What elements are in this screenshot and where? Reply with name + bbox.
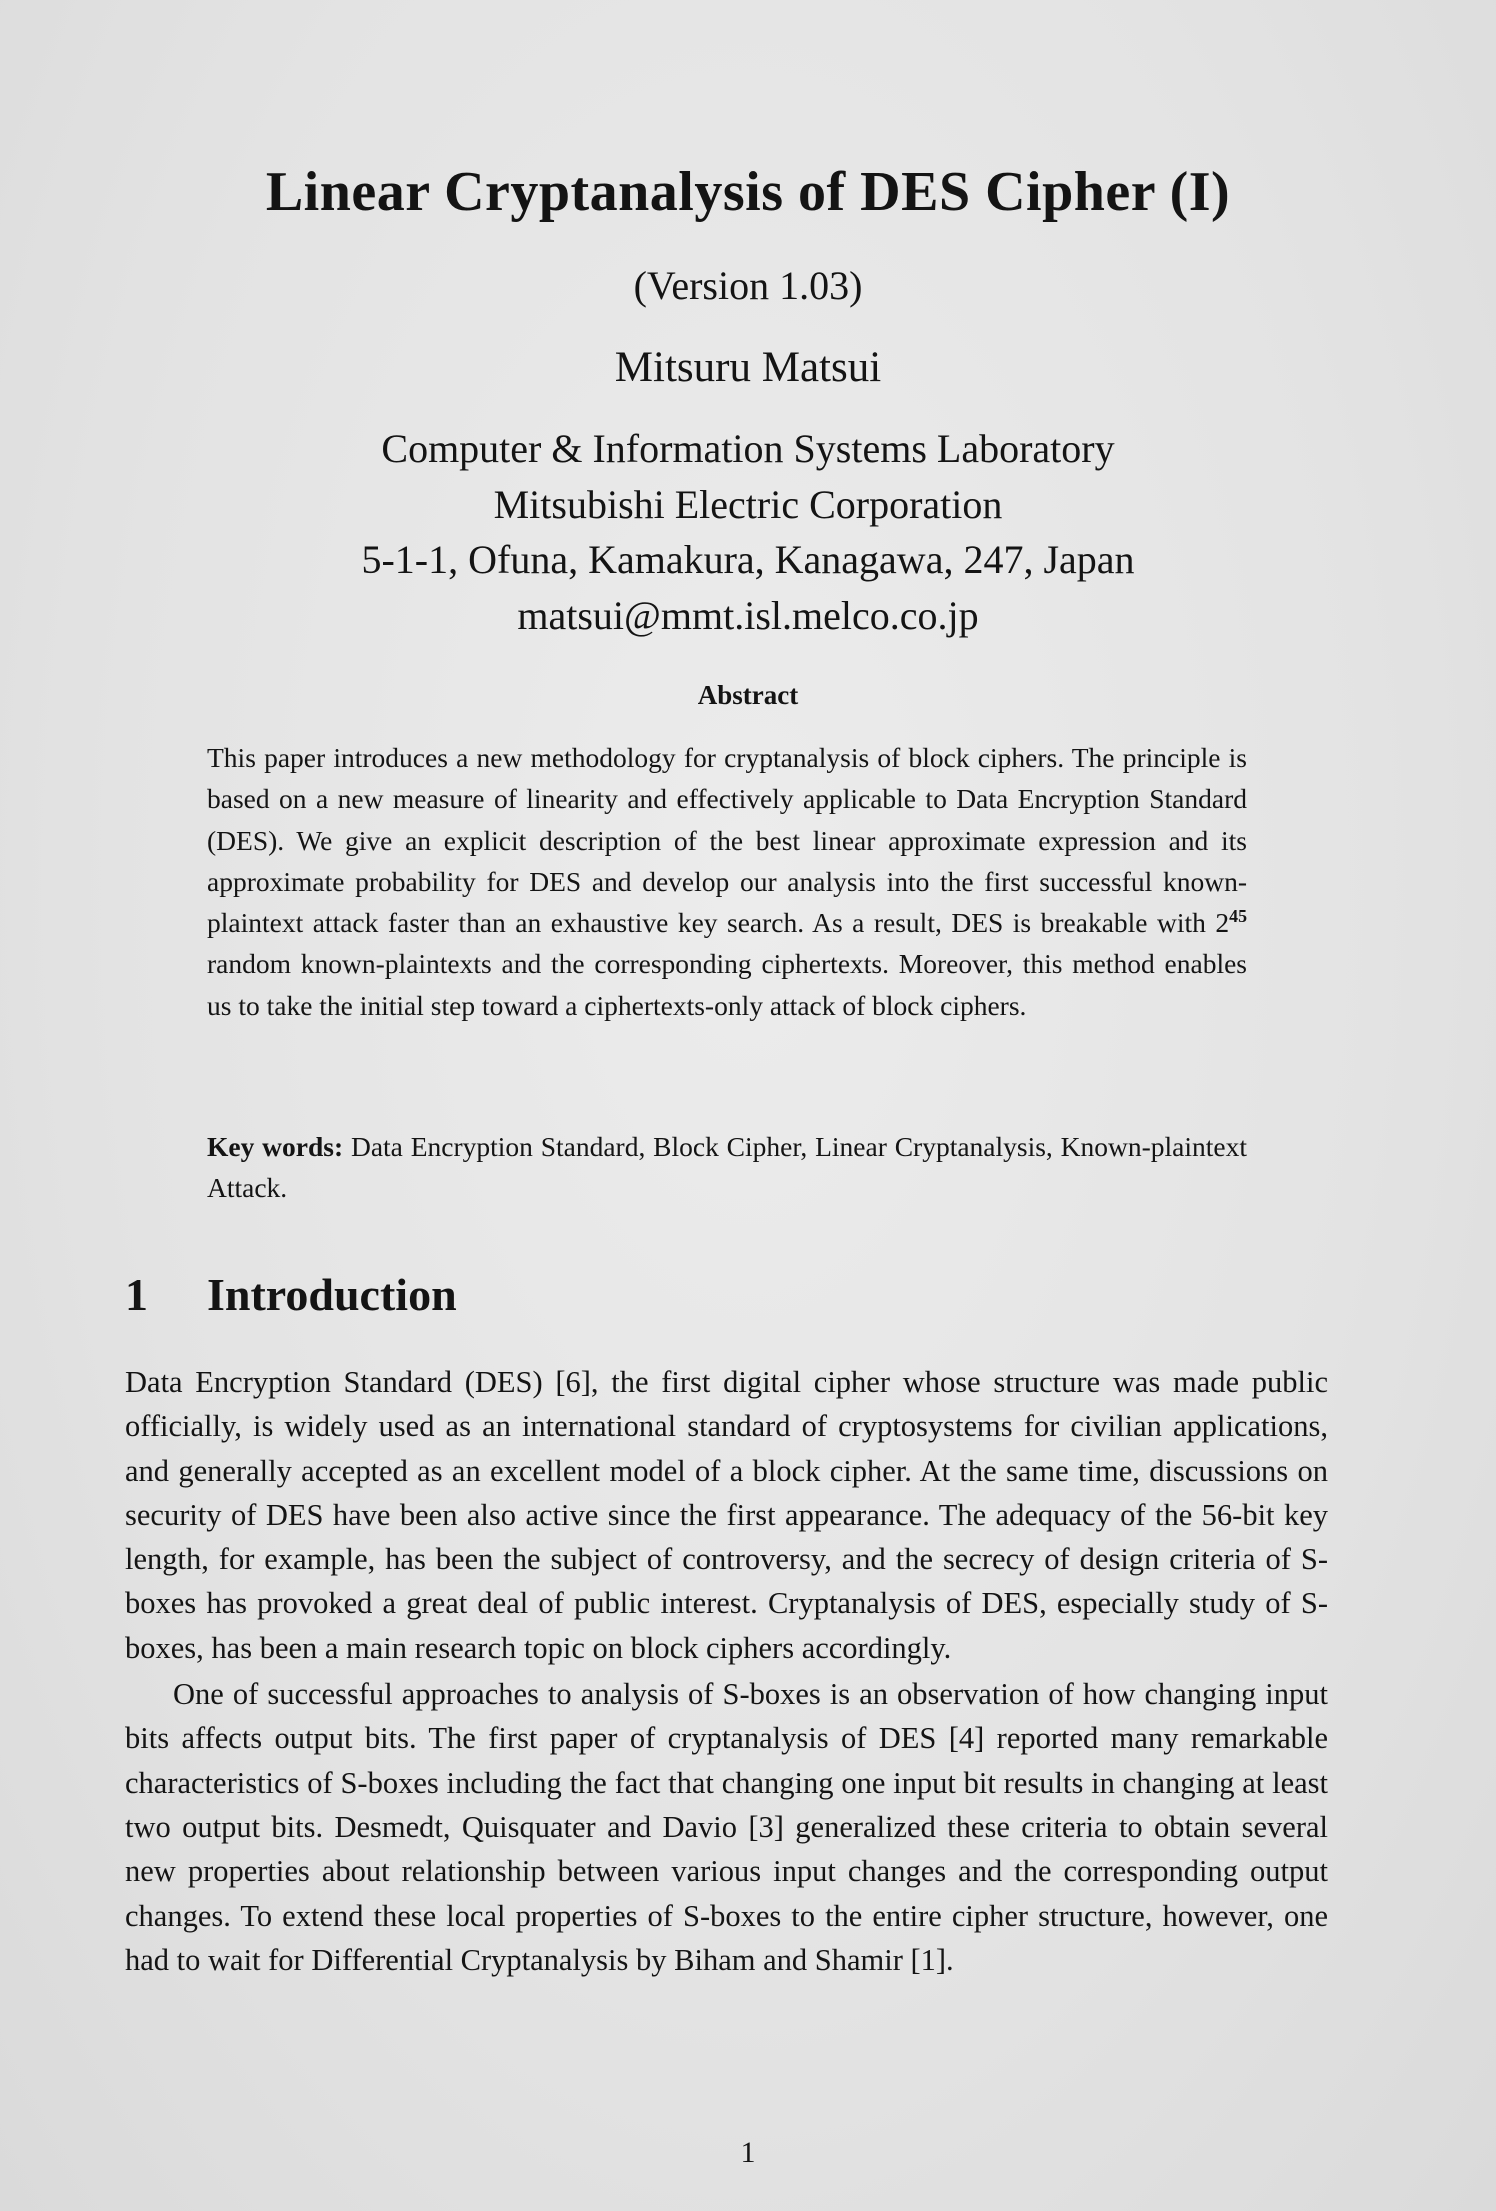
abstract-text-part1: This paper introduces a new methodology for cryptanalysis of block ciphers. The principle is based on a new measure of linearity and effectively applicable to Data Encryption Standard (DES). We give an explicit description of the best linear approximate expression and its approximate probability for DES and develop our analysis into the first successful known-plaintext attack faster than an exhaustive key search. As a result, DES is breakable with 2 bbox=[207, 742, 1247, 939]
affiliation-address: 5-1-1, Ofuna, Kamakura, Kanagawa, 247, Japan bbox=[361, 537, 1135, 582]
page-number: 1 bbox=[740, 2136, 756, 2169]
paper-title: Linear Cryptanalysis of DES Cipher (I) bbox=[265, 161, 1231, 223]
affiliation-lab: Computer & Information Systems Laboratory bbox=[381, 426, 1115, 471]
author-name: Mitsuru Matsui bbox=[614, 344, 882, 391]
abstract-text bbox=[207, 737, 1247, 1026]
abstract-heading: Abstract bbox=[697, 680, 799, 710]
author-email: matsui@mmt.isl.melco.co.jp bbox=[517, 593, 979, 638]
keywords-list: Data Encryption Standard, Block Cipher, Linear Cryptanalysis, Known-plaintext Attack. bbox=[207, 1131, 1247, 1204]
section-heading-introduction bbox=[125, 1268, 457, 1321]
paper-version: (Version 1.03) bbox=[633, 263, 863, 308]
section-number: 1 bbox=[125, 1269, 148, 1320]
affiliation-company: Mitsubishi Electric Corporation bbox=[493, 482, 1003, 527]
paragraph: One of successful approaches to analysis of S-boxes is an observation of how changing input bits affects output bits. The first paper of cryptanalysis of DES [4] reported many remarkable characteristics of S-boxes including the fact that changing one input bit results in changing at least two output bits. Desmedt, Quisquater and Davio [3] generalized these criteria to obtain several new properties about relationship between various input changes and the corresponding output changes. To extend these local properties of S-boxes to the entire cipher structure, however, one had to wait for Differential Cryptanalysis by Biham and Shamir [1]. bbox=[125, 1677, 1328, 1977]
abstract-body bbox=[207, 737, 1247, 1026]
keywords-label: Key words: bbox=[207, 1131, 344, 1162]
exponent: 45 bbox=[1229, 906, 1247, 927]
paragraph: Data Encryption Standard (DES) [6], the first digital cipher whose structure was made public officially, is widely used as an international standard of cryptosystems for civilian applications, and generally accepted as an excellent model of a block cipher. At the same time, discussions on security of DES have been also active since the first appearance. The adequacy of the 56-bit key length, for example, has been the subject of controversy, and the secrecy of design criteria of S-boxes has provoked a great deal of public interest. Cryptanalysis of DES, especially study of S-boxes, has been a main research topic on block ciphers accordingly. bbox=[125, 1365, 1328, 1665]
abstract-text-part2: random known-plaintexts and the corresponding ciphertexts. Moreover, this method enables us to take the initial step toward a ciphertexts-only attack of block ciphers. bbox=[207, 948, 1247, 1021]
keywords bbox=[207, 1126, 1247, 1209]
section-title: Introduction bbox=[207, 1269, 457, 1320]
introduction-body bbox=[125, 1360, 1328, 1982]
